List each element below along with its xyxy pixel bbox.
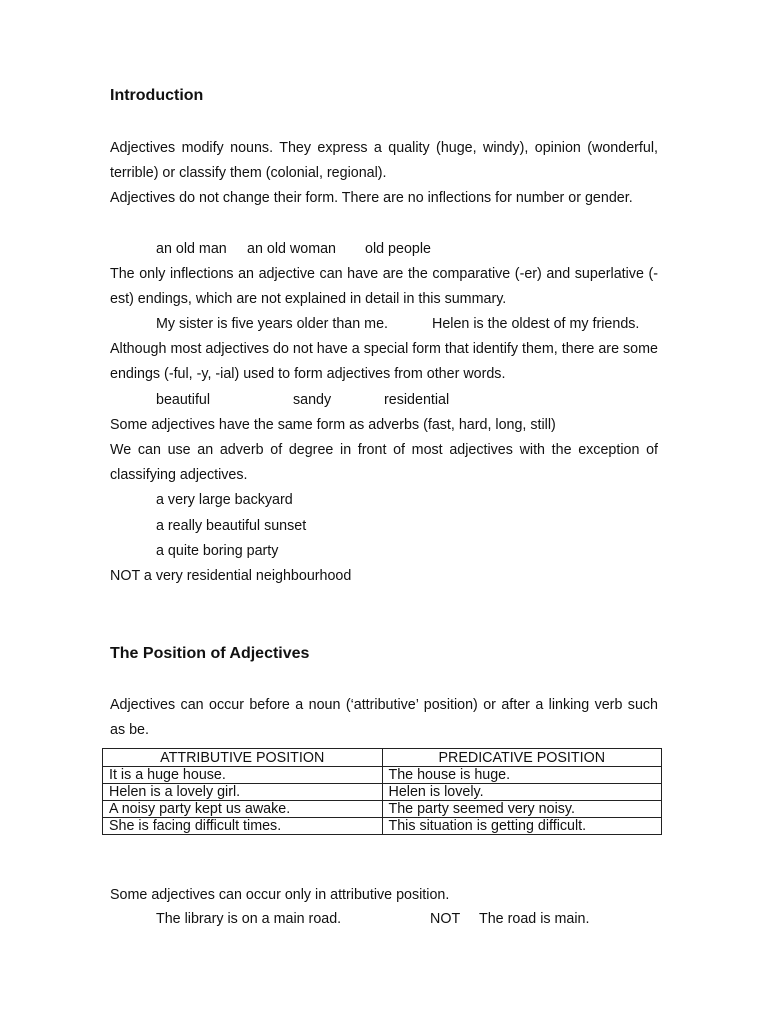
intro-heading: Introduction (110, 87, 204, 104)
position-heading: The Position of Adjectives (110, 645, 310, 662)
example-main-road: The library is on a main road. (156, 911, 342, 927)
intro-paragraph-3: The only inflections an adjective can have are the comparative (-er) and superlative (-est) endings, which are not explained in detail in this summary. (110, 266, 658, 308)
example-very-large: a very large backyard (156, 492, 293, 508)
example-really-beautiful: a really beautiful sunset (156, 518, 307, 534)
example-quite-boring: a quite boring party (156, 543, 279, 559)
example-residential: residential (384, 392, 450, 408)
intro-paragraph-1: Adjectives modify nouns. They express a quality (huge, windy), opinion (wonderful, terrible) or classify them (colonial, regional). (110, 140, 658, 182)
table-cell: The house is huge. (382, 767, 662, 784)
table-cell: She is facing difficult times. (103, 818, 383, 835)
example-older: My sister is five years older than me. (156, 316, 389, 332)
table-cell: It is a huge house. (103, 767, 383, 784)
table-cell: Helen is a lovely girl. (103, 784, 383, 801)
position-paragraph-1: Adjectives can occur before a noun (‘attributive’ position) or after a linking verb such as be. (110, 697, 658, 739)
table-header-row (103, 749, 662, 767)
intro-paragraph-7: NOT a very residential neighbourhood (110, 568, 352, 584)
table-row (103, 801, 662, 818)
table-row (103, 784, 662, 801)
table-cell: A noisy party kept us awake. (103, 801, 383, 818)
position-paragraph-2: Some adjectives can occur only in attributive position. (110, 887, 450, 903)
position-table (102, 748, 662, 835)
intro-paragraph-5: Some adjectives have the same form as adverbs (fast, hard, long, still) (110, 417, 556, 433)
example-old-people: old people (365, 241, 431, 257)
example-road-is-main: The road is main. (479, 911, 590, 927)
table-row (103, 767, 662, 784)
example-beautiful: beautiful (156, 392, 211, 408)
header-attributive: ATTRIBUTIVE POSITION (103, 749, 383, 767)
example-old-woman: an old woman (247, 241, 337, 257)
intro-paragraph-6: We can use an adverb of degree in front of most adjectives with the exception of classifying adjectives. (110, 442, 658, 484)
example-sandy: sandy (293, 392, 332, 408)
table-row (103, 818, 662, 835)
intro-paragraph-2: Adjectives do not change their form. There are no inflections for number or gender. (110, 190, 633, 206)
table-cell: The party seemed very noisy. (382, 801, 662, 818)
table-cell: This situation is getting difficult. (382, 818, 662, 835)
table-cell: Helen is lovely. (382, 784, 662, 801)
example-not-label: NOT (430, 911, 461, 927)
header-predicative: PREDICATIVE POSITION (382, 749, 662, 767)
example-oldest: Helen is the oldest of my friends. (432, 316, 640, 332)
example-old-man: an old man (156, 241, 227, 257)
intro-paragraph-4: Although most adjectives do not have a special form that identify them, there are some endings (-ful, -y, -ial) used to form adjectives from other words. (110, 341, 658, 383)
